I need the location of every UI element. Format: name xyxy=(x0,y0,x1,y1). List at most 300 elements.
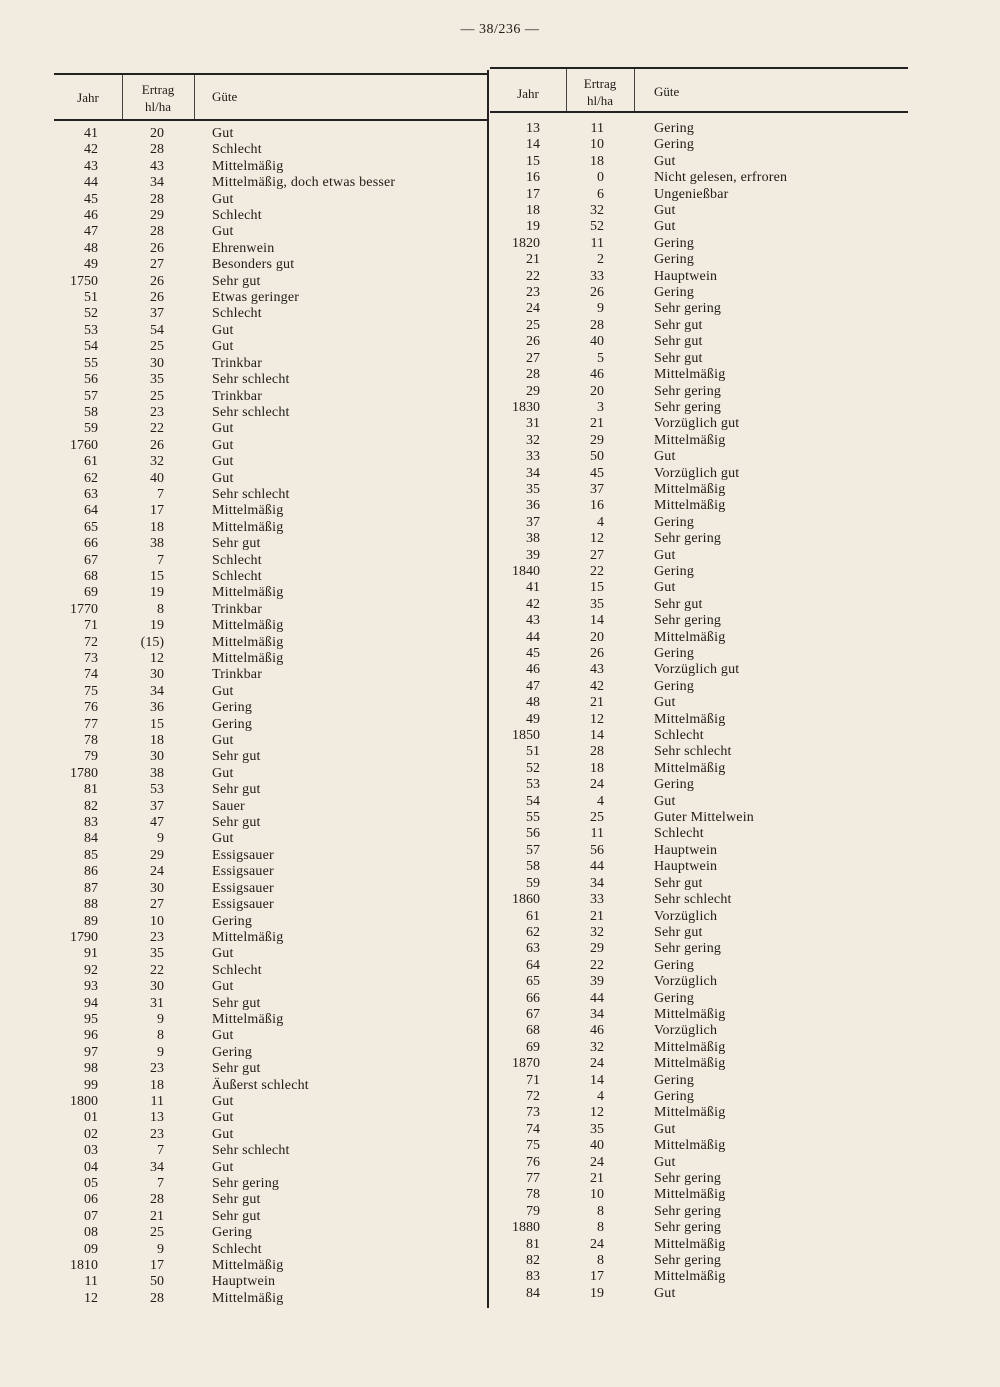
ertrag-cell: 36 xyxy=(150,700,164,716)
jahr-cell: 36 xyxy=(526,498,540,514)
ertrag-cell: 46 xyxy=(590,367,604,383)
table-row xyxy=(54,1192,488,1208)
guete-cell: Vorzüglich xyxy=(654,908,718,924)
guete-cell: Sehr gut xyxy=(212,1061,261,1077)
jahr-cell: 1750 xyxy=(70,273,98,289)
jahr-cell: 49 xyxy=(526,711,540,727)
ertrag-cell: 22 xyxy=(150,962,164,978)
ertrag-cell: 50 xyxy=(590,449,604,465)
ertrag-cell: 8 xyxy=(157,601,164,617)
table-row xyxy=(490,564,908,580)
jahr-cell: 47 xyxy=(84,224,98,240)
ertrag-cell: 17 xyxy=(590,1269,604,1285)
table-row xyxy=(54,1094,488,1110)
guete-cell: Gut xyxy=(654,547,676,563)
jahr-cell: 27 xyxy=(526,350,540,366)
ertrag-cell: 11 xyxy=(590,121,604,136)
table-row xyxy=(490,843,908,859)
guete-cell: Gut xyxy=(212,765,234,781)
jahr-cell: 72 xyxy=(526,1088,540,1104)
guete-cell: Gut xyxy=(212,126,234,141)
jahr-cell: 1780 xyxy=(70,765,98,781)
ertrag-cell: 34 xyxy=(150,683,164,699)
header-ertrag xyxy=(566,75,634,109)
jahr-cell: 65 xyxy=(84,519,98,535)
ertrag-cell: 28 xyxy=(590,744,604,760)
table-row xyxy=(54,1176,488,1192)
ertrag-cell: 33 xyxy=(590,892,604,908)
ertrag-cell: 14 xyxy=(590,613,604,629)
ertrag-cell: 24 xyxy=(150,864,164,880)
jahr-cell: 14 xyxy=(526,137,540,153)
guete-cell: Hauptwein xyxy=(654,859,718,875)
guete-cell: Sehr gering xyxy=(212,1176,280,1191)
table-row xyxy=(54,799,488,815)
jahr-cell: 78 xyxy=(526,1187,540,1203)
table-row xyxy=(490,515,908,531)
ertrag-cell: 39 xyxy=(590,974,604,990)
guete-cell: Sehr gering xyxy=(654,613,722,629)
table-row xyxy=(490,498,908,514)
guete-cell: Vorzüglich gut xyxy=(654,465,740,481)
table-row xyxy=(490,548,908,564)
jahr-cell: 89 xyxy=(84,913,98,929)
guete-cell: Essigsauer xyxy=(212,847,274,863)
ertrag-cell: 14 xyxy=(590,1072,604,1088)
jahr-cell: 1840 xyxy=(512,563,540,579)
guete-cell: Mittelmäßig xyxy=(212,618,284,634)
table-row xyxy=(490,400,908,416)
guete-cell: Gut xyxy=(212,733,234,749)
jahr-cell: 96 xyxy=(84,1028,98,1044)
table-row xyxy=(490,170,908,186)
ertrag-cell: 29 xyxy=(150,847,164,863)
ertrag-cell: 9 xyxy=(157,1241,164,1257)
table-row xyxy=(490,285,908,301)
guete-cell: Gering xyxy=(654,252,695,268)
jahr-cell: 56 xyxy=(84,372,98,388)
table-row xyxy=(490,695,908,711)
jahr-cell: 59 xyxy=(526,875,540,891)
table-row xyxy=(490,449,908,465)
table-row xyxy=(54,1127,488,1143)
header-guete: Güte xyxy=(212,89,238,104)
guete-cell: Hauptwein xyxy=(212,1274,276,1290)
ertrag-cell: 4 xyxy=(597,793,604,809)
ertrag-cell: 30 xyxy=(150,979,164,995)
guete-cell: Gering xyxy=(212,1044,253,1060)
guete-cell: Gering xyxy=(212,913,253,929)
guete-cell: Sehr schlecht xyxy=(212,404,290,420)
jahr-cell: 43 xyxy=(526,613,540,629)
guete-cell: Sehr gering xyxy=(654,1253,722,1269)
ertrag-cell: 42 xyxy=(590,678,604,694)
jahr-cell: 48 xyxy=(84,240,98,256)
table-row xyxy=(490,662,908,678)
jahr-cell: 51 xyxy=(84,290,98,306)
ertrag-cell: 12 xyxy=(590,531,604,547)
jahr-cell: 52 xyxy=(526,760,540,776)
jahr-cell: 62 xyxy=(84,470,98,486)
jahr-cell: 41 xyxy=(526,580,540,596)
page-number: — 38/236 — xyxy=(460,22,540,37)
header-guete: Güte xyxy=(654,84,680,99)
jahr-cell: 47 xyxy=(526,678,540,694)
table-rule-top xyxy=(490,67,908,69)
jahr-cell: 1770 xyxy=(70,601,98,617)
guete-cell: Schlecht xyxy=(212,568,262,584)
table-rule-top xyxy=(54,73,488,75)
ertrag-cell: 32 xyxy=(590,924,604,940)
guete-cell: Sehr gut xyxy=(654,875,703,891)
jahr-cell: 98 xyxy=(84,1061,98,1077)
table-row xyxy=(54,1028,488,1044)
ertrag-cell: 28 xyxy=(590,317,604,333)
guete-cell: Mittelmäßig xyxy=(654,481,726,497)
ertrag-cell: 26 xyxy=(590,285,604,301)
guete-cell: Gut xyxy=(212,1028,234,1044)
ertrag-cell: 46 xyxy=(590,1023,604,1039)
table-row xyxy=(54,274,488,290)
guete-cell: Mittelmäßig xyxy=(654,1138,726,1154)
ertrag-cell: 8 xyxy=(157,1028,164,1044)
table-row xyxy=(54,815,488,831)
guete-cell: Mittelmäßig xyxy=(654,367,726,383)
table-row xyxy=(490,646,908,662)
ertrag-cell: 50 xyxy=(150,1274,164,1290)
ertrag-cell: 14 xyxy=(590,728,604,744)
jahr-cell: 43 xyxy=(84,158,98,174)
guete-cell: Gering xyxy=(654,514,695,530)
guete-cell: Guter Mittelwein xyxy=(654,810,755,826)
guete-cell: Sehr gut xyxy=(212,1208,261,1224)
table-row xyxy=(54,1242,488,1258)
guete-cell: Vorzüglich xyxy=(654,1023,718,1039)
ertrag-cell: 26 xyxy=(150,273,164,289)
guete-cell: Mittelmäßig xyxy=(654,629,726,645)
jahr-cell: 1820 xyxy=(512,235,540,251)
jahr-cell: 56 xyxy=(526,826,540,842)
jahr-cell: 19 xyxy=(526,219,540,235)
table-row xyxy=(54,454,488,470)
table-row xyxy=(54,175,488,191)
guete-cell: Hauptwein xyxy=(654,842,718,858)
guete-cell: Gut xyxy=(654,449,676,465)
jahr-cell: 53 xyxy=(526,777,540,793)
table-row xyxy=(490,974,908,990)
ertrag-cell: 47 xyxy=(150,815,164,831)
jahr-cell: 61 xyxy=(526,908,540,924)
header-ertrag-line2: hl/ha xyxy=(587,93,613,108)
guete-cell: Gut xyxy=(654,1154,676,1170)
jahr-cell: 82 xyxy=(526,1253,540,1269)
guete-cell: Sauer xyxy=(212,798,245,814)
jahr-cell: 33 xyxy=(526,449,540,465)
table-row xyxy=(490,1138,908,1154)
table-row xyxy=(54,1160,488,1176)
jahr-cell: 42 xyxy=(84,142,98,158)
ertrag-cell: 3 xyxy=(597,399,604,415)
guete-cell: Mittelmäßig xyxy=(654,711,726,727)
ertrag-cell: 44 xyxy=(590,990,604,1006)
ertrag-cell: 20 xyxy=(590,383,604,399)
ertrag-cell: 30 xyxy=(150,355,164,371)
table-row xyxy=(54,421,488,437)
jahr-cell: 28 xyxy=(526,367,540,383)
table-row xyxy=(490,301,908,317)
ertrag-cell: 44 xyxy=(590,859,604,875)
table-row xyxy=(490,137,908,153)
table-row xyxy=(54,192,488,208)
ertrag-cell: 0 xyxy=(597,170,604,186)
jahr-cell: 23 xyxy=(526,285,540,301)
table-row xyxy=(54,208,488,224)
guete-cell: Mittelmäßig xyxy=(654,1187,726,1203)
table-row xyxy=(54,831,488,847)
jahr-cell: 16 xyxy=(526,170,540,186)
ertrag-cell: 54 xyxy=(150,322,164,338)
table-row xyxy=(490,613,908,629)
ertrag-cell: 32 xyxy=(590,1039,604,1055)
table-row xyxy=(54,1258,488,1274)
table-row xyxy=(54,684,488,700)
ertrag-cell: 28 xyxy=(150,1192,164,1208)
ertrag-cell: 25 xyxy=(150,339,164,355)
ertrag-cell: 30 xyxy=(150,667,164,683)
guete-cell: Mittelmäßig xyxy=(212,503,284,519)
guete-cell: Gering xyxy=(654,137,695,153)
table-row xyxy=(490,679,908,695)
guete-cell: Schlecht xyxy=(654,826,704,842)
guete-cell: Gut xyxy=(654,695,676,711)
guete-cell: Sehr gut xyxy=(654,924,703,940)
ertrag-cell: 35 xyxy=(590,596,604,612)
guete-cell: Gering xyxy=(654,678,695,694)
guete-cell: Nicht gelesen, erfroren xyxy=(654,170,788,186)
guete-cell: Sehr schlecht xyxy=(212,1143,290,1159)
ertrag-cell: 29 xyxy=(590,941,604,957)
guete-cell: Gering xyxy=(654,777,695,793)
jahr-cell: 77 xyxy=(84,716,98,732)
ertrag-cell: 12 xyxy=(590,711,604,727)
ertrag-cell: 35 xyxy=(150,372,164,388)
table-row xyxy=(54,290,488,306)
ertrag-cell: 35 xyxy=(590,1121,604,1137)
guete-cell: Gering xyxy=(654,646,695,661)
guete-cell: Gut xyxy=(212,191,234,207)
guete-cell: Mittelmäßig xyxy=(212,634,284,650)
ertrag-cell: 23 xyxy=(150,929,164,945)
jahr-cell: 29 xyxy=(526,383,540,399)
table-row xyxy=(490,991,908,1007)
right-table-body xyxy=(490,121,908,1302)
guete-cell: Sehr gut xyxy=(654,334,703,350)
guete-cell: Sehr schlecht xyxy=(212,486,290,502)
guete-cell: Äußerst schlecht xyxy=(212,1077,309,1093)
guete-cell: Mittelmäßig xyxy=(212,1258,284,1274)
guete-cell: Gut xyxy=(212,1126,234,1142)
jahr-cell: 68 xyxy=(526,1023,540,1039)
jahr-cell: 51 xyxy=(526,744,540,760)
ertrag-cell: 34 xyxy=(150,175,164,191)
table-row xyxy=(54,782,488,798)
table-row xyxy=(490,219,908,235)
header-ertrag-line2: hl/ha xyxy=(145,99,171,114)
jahr-cell: 99 xyxy=(84,1077,98,1093)
ertrag-cell: 18 xyxy=(150,519,164,535)
jahr-cell: 86 xyxy=(84,864,98,880)
table-row xyxy=(54,569,488,585)
jahr-cell: 77 xyxy=(526,1171,540,1186)
table-row xyxy=(54,749,488,765)
jahr-cell: 11 xyxy=(84,1274,98,1290)
ertrag-cell: 7 xyxy=(157,552,164,568)
table-row xyxy=(54,996,488,1012)
guete-cell: Mittelmäßig xyxy=(212,651,284,666)
table-row xyxy=(490,580,908,596)
ertrag-cell: 22 xyxy=(590,563,604,579)
ertrag-cell: 26 xyxy=(150,240,164,256)
table-row xyxy=(490,925,908,941)
ertrag-cell: 37 xyxy=(150,798,164,814)
ertrag-cell: 21 xyxy=(590,908,604,924)
guete-cell: Sehr gut xyxy=(212,273,261,289)
ertrag-cell: 18 xyxy=(150,1077,164,1093)
guete-cell: Gut xyxy=(654,580,676,596)
ertrag-cell: 34 xyxy=(590,875,604,891)
guete-cell: Mittelmäßig xyxy=(654,498,726,514)
guete-cell: Etwas geringer xyxy=(212,290,300,306)
guete-cell: Gut xyxy=(654,793,676,809)
table-row xyxy=(490,187,908,203)
jahr-cell: 35 xyxy=(526,481,540,497)
table-row xyxy=(490,1056,908,1072)
guete-cell: Mittelmäßig xyxy=(212,519,284,535)
ertrag-cell: 21 xyxy=(590,416,604,432)
table-row xyxy=(490,482,908,498)
ertrag-cell: 31 xyxy=(150,995,164,1011)
jahr-cell: 81 xyxy=(526,1236,540,1252)
ertrag-cell: 38 xyxy=(150,536,164,552)
ertrag-cell: 9 xyxy=(597,301,604,317)
guete-cell: Mittelmäßig xyxy=(212,585,284,601)
jahr-cell: 92 xyxy=(84,962,98,978)
table-row xyxy=(54,323,488,339)
ertrag-cell: 21 xyxy=(150,1208,164,1224)
ertrag-cell: 45 xyxy=(590,465,604,481)
table-row xyxy=(490,761,908,777)
ertrag-cell: 26 xyxy=(150,437,164,453)
guete-cell: Gering xyxy=(654,563,695,579)
table-row xyxy=(490,334,908,350)
jahr-cell: 34 xyxy=(526,465,540,481)
jahr-cell: 1880 xyxy=(512,1220,540,1236)
table-row xyxy=(490,1171,908,1187)
ertrag-cell: 5 xyxy=(597,350,604,366)
guete-cell: Schlecht xyxy=(212,552,262,568)
jahr-cell: 79 xyxy=(526,1203,540,1219)
ertrag-cell: 30 xyxy=(150,880,164,896)
ertrag-cell: 15 xyxy=(150,716,164,732)
ertrag-cell: 24 xyxy=(590,1154,604,1170)
table-row xyxy=(490,531,908,547)
table-row xyxy=(54,1012,488,1028)
table-row xyxy=(54,224,488,240)
guete-cell: Schlecht xyxy=(212,208,262,224)
jahr-cell: 71 xyxy=(526,1072,540,1088)
table-rule-header xyxy=(490,111,908,113)
jahr-cell: 76 xyxy=(526,1154,540,1170)
table-row xyxy=(54,979,488,995)
guete-cell: Sehr gut xyxy=(654,350,703,366)
table-row xyxy=(490,794,908,810)
ertrag-cell: 26 xyxy=(590,646,604,661)
ertrag-cell: 37 xyxy=(590,481,604,497)
table-row xyxy=(490,367,908,383)
ertrag-cell: 19 xyxy=(150,618,164,634)
ertrag-cell: 18 xyxy=(590,760,604,776)
guete-cell: Vorzüglich xyxy=(654,974,718,990)
table-row xyxy=(54,553,488,569)
jahr-cell: 06 xyxy=(84,1192,98,1208)
ertrag-cell: 25 xyxy=(590,810,604,826)
guete-cell: Gering xyxy=(654,957,695,973)
guete-cell: Gut xyxy=(212,322,234,338)
table-row xyxy=(490,777,908,793)
jahr-cell: 75 xyxy=(526,1138,540,1154)
jahr-cell: 22 xyxy=(526,268,540,284)
table-row xyxy=(54,438,488,454)
ertrag-cell: 8 xyxy=(597,1203,604,1219)
table-row xyxy=(54,914,488,930)
jahr-cell: 57 xyxy=(84,388,98,404)
jahr-cell: 78 xyxy=(84,733,98,749)
jahr-cell: 44 xyxy=(84,175,98,191)
guete-cell: Vorzüglich gut xyxy=(654,416,740,432)
table-row xyxy=(54,356,488,372)
jahr-cell: 95 xyxy=(84,1011,98,1027)
guete-cell: Trinkbar xyxy=(212,667,263,683)
table-row xyxy=(490,269,908,285)
ertrag-cell: 17 xyxy=(150,1258,164,1274)
guete-cell: Sehr gering xyxy=(654,941,722,957)
ertrag-cell: 9 xyxy=(157,1011,164,1027)
jahr-cell: 65 xyxy=(526,974,540,990)
table-row xyxy=(490,466,908,482)
guete-cell: Sehr gering xyxy=(654,1203,722,1219)
jahr-cell: 13 xyxy=(526,121,540,136)
jahr-cell: 1870 xyxy=(512,1056,540,1072)
jahr-cell: 87 xyxy=(84,880,98,896)
guete-cell: Gut xyxy=(654,203,676,219)
jahr-cell: 45 xyxy=(526,646,540,661)
jahr-cell: 57 xyxy=(526,842,540,858)
ertrag-cell: 29 xyxy=(150,208,164,224)
ertrag-cell: 21 xyxy=(590,1171,604,1186)
ertrag-cell: 2 xyxy=(597,252,604,268)
guete-cell: Trinkbar xyxy=(212,601,263,617)
jahr-cell: 45 xyxy=(84,191,98,207)
jahr-cell: 1800 xyxy=(70,1093,98,1109)
jahr-cell: 81 xyxy=(84,782,98,798)
jahr-cell: 25 xyxy=(526,317,540,333)
guete-cell: Sehr gut xyxy=(654,596,703,612)
guete-cell: Gut xyxy=(212,1110,234,1126)
guete-cell: Sehr gering xyxy=(654,531,722,547)
guete-cell: Ungenießbar xyxy=(654,186,729,202)
table-row xyxy=(490,121,908,137)
ertrag-cell: 32 xyxy=(150,454,164,470)
